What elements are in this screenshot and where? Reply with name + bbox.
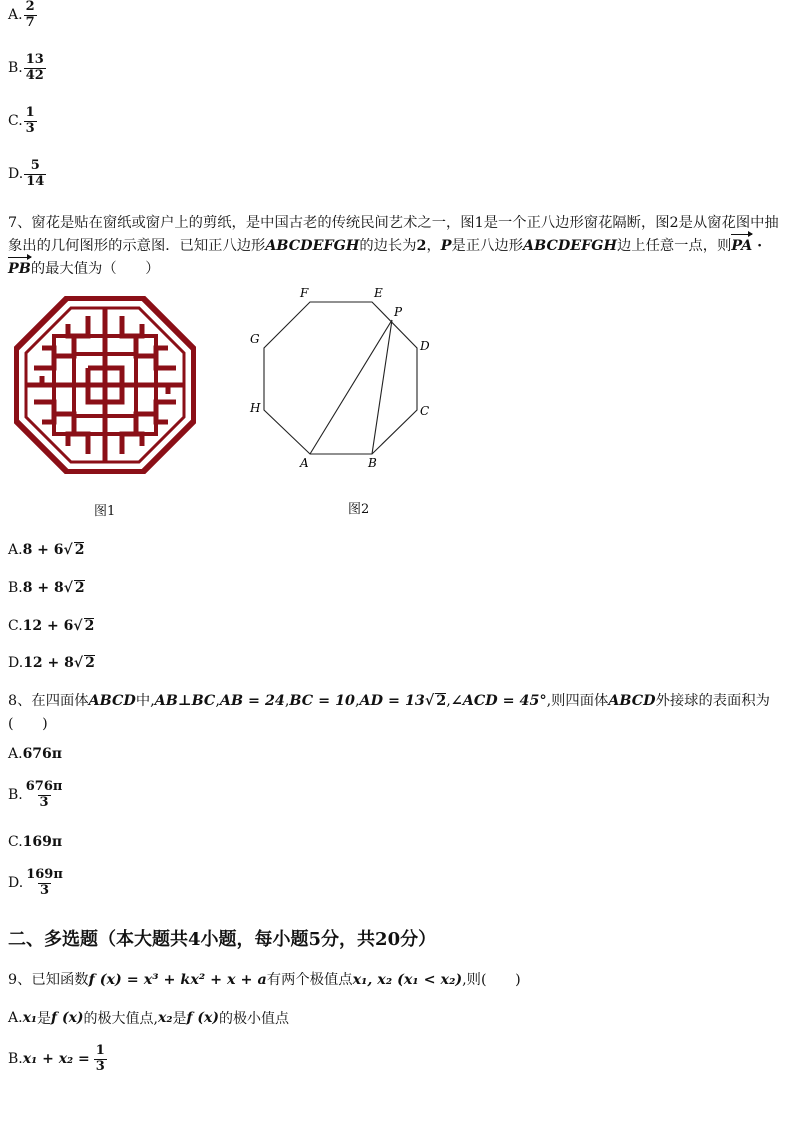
math-condition: AD = 13: [359, 693, 425, 709]
option-value: 169π: [22, 834, 63, 850]
q6-option-c: [8, 106, 37, 137]
numerator: 169π: [26, 867, 63, 882]
option-letter: D.: [8, 166, 24, 183]
fraction: [24, 159, 46, 190]
math-tetrahedron: ABCD: [608, 693, 656, 709]
denominator: 14: [26, 173, 45, 189]
question-8-stem: [8, 690, 784, 736]
figure-1-window-lattice: [14, 296, 196, 474]
denominator: 3: [39, 794, 49, 810]
question-7-stem: [8, 212, 784, 281]
q8-option-b: [8, 780, 64, 811]
q7-text: ，: [426, 238, 441, 254]
label-g: G: [250, 332, 260, 346]
fraction: [24, 106, 37, 137]
math-condition: BC = 10: [289, 693, 355, 709]
math-dot: ·: [752, 238, 763, 254]
option-value: 676π: [22, 746, 63, 762]
q8-text: ,: [446, 693, 451, 709]
question-9-stem: [8, 969, 784, 992]
numerator: 1: [25, 105, 35, 120]
q9-text: 9、已知函数: [8, 972, 89, 988]
numerator: 676π: [25, 779, 63, 794]
q7-text: 是正八边形: [451, 238, 524, 254]
sqrt-sign: √: [63, 580, 73, 597]
denominator: 7: [25, 14, 35, 30]
math-condition: AB⊥BC: [154, 693, 216, 709]
figure-2-caption: 图2: [348, 502, 370, 517]
q7-text: 7、窗花是贴在窗纸或窗户上的剪纸，是中国古老的传统民间艺术之一，图1是一个正八边形窗花隔断，图2是从窗花图中抽象出的几何图形的示意图．已知正八边形: [8, 215, 779, 254]
option-letter: B.: [8, 1051, 23, 1068]
q8-text: ,: [354, 693, 360, 709]
figure-2-octagon-diagram: [240, 280, 450, 475]
q7-text: 的边长为: [359, 238, 417, 254]
math-condition: ∠ACD = 45°: [450, 693, 547, 709]
numerator: 5: [30, 158, 40, 173]
octagon: [264, 302, 417, 454]
math-tetrahedron: ABCD: [88, 693, 136, 709]
q8-text: 外接球的表面积为( ): [8, 693, 770, 732]
q8-text: 中,: [135, 693, 155, 709]
option-letter: B.: [8, 580, 23, 597]
q6-option-a: [8, 0, 37, 31]
vector-pb: PB: [8, 258, 31, 281]
math-x2: x₂: [158, 1010, 173, 1026]
math-polygon: ABCDEFGH: [523, 238, 617, 254]
q9-text: ,则( ): [462, 972, 521, 988]
option-integer: 12 + 6: [22, 618, 74, 635]
label-h: H: [250, 401, 261, 415]
label-e: E: [374, 286, 383, 300]
math-fx: f (x): [186, 1010, 219, 1026]
option-letter: B.: [8, 787, 23, 804]
radicand: 2: [84, 618, 95, 634]
q7-option-a: [8, 542, 84, 558]
fraction: [24, 780, 65, 811]
segment-pb: [372, 320, 392, 454]
math-side: 2: [416, 238, 427, 254]
option-letter: A.: [8, 746, 23, 762]
math-sum: x₁ + x₂ =: [22, 1051, 90, 1068]
q7-option-b: [8, 580, 85, 596]
label-b: B: [368, 456, 377, 470]
fraction: [24, 0, 37, 31]
option-letter: D.: [8, 875, 24, 892]
label-p: P: [394, 305, 403, 319]
math-function: f (x) = x³ + kx² + x + a: [88, 972, 267, 988]
label-d: D: [420, 339, 430, 353]
lattice-frame: [16, 298, 194, 472]
fraction: [24, 868, 65, 899]
option-letter: A.: [8, 542, 23, 559]
math-x1: x₁: [22, 1010, 38, 1026]
option-letter: A.: [8, 1010, 23, 1026]
q8-option-c: [8, 834, 62, 850]
denominator: 3: [95, 1058, 105, 1074]
math-fx: f (x): [51, 1010, 84, 1026]
denominator: 3: [39, 882, 50, 898]
radicand: 2: [436, 693, 447, 709]
fraction: [24, 53, 46, 84]
q6-option-d: [8, 159, 46, 190]
q8-option-a: [8, 746, 62, 762]
numerator: 1: [95, 1043, 105, 1058]
numerator: 13: [25, 52, 44, 67]
q9-option-b: [8, 1044, 107, 1075]
option-letter: B.: [8, 60, 23, 77]
q8-text: ,: [284, 693, 290, 709]
section-2-heading: 二、多选题（本大题共4小题，每小题5分，共20分）: [8, 929, 437, 950]
radicand: 2: [74, 580, 85, 596]
q8-text: ,: [215, 693, 220, 709]
option-letter: C.: [8, 834, 23, 850]
sqrt-sign: √: [73, 655, 84, 672]
sqrt-sign: √: [424, 693, 435, 709]
q6-option-b: [8, 53, 46, 84]
option-integer: 8 + 6: [22, 542, 64, 559]
q8-option-d: [8, 868, 65, 899]
label-a: A: [300, 456, 309, 470]
radicand: 2: [85, 655, 95, 671]
label-f: F: [300, 286, 309, 300]
denominator: 3: [25, 120, 35, 136]
option-integer: 12 + 8: [23, 655, 74, 672]
q9-text: 有两个极值点: [266, 972, 353, 988]
option-letter: C.: [8, 618, 23, 635]
math-condition: AB = 24: [219, 693, 285, 709]
numerator: 2: [25, 0, 35, 14]
option-letter: C.: [8, 113, 23, 130]
sqrt-sign: √: [73, 618, 83, 635]
option-text: 是: [37, 1011, 52, 1027]
radicand: 2: [74, 542, 85, 558]
math-points: x₁, x₂ (x₁ < x₂): [352, 972, 463, 988]
q8-text: ,则四面体: [546, 693, 609, 709]
q9-option-a: [8, 1008, 289, 1028]
math-polygon: ABCDEFGH: [265, 238, 360, 254]
option-text: 的极小值点: [218, 1011, 289, 1027]
option-text: 的极大值点,: [83, 1011, 158, 1027]
option-letter: A.: [8, 7, 23, 24]
option-letter: D.: [8, 655, 24, 672]
q8-text: 8、在四面体: [8, 693, 89, 709]
figure-1-caption: 图1: [94, 504, 116, 519]
q7-option-d: [8, 655, 95, 671]
q7-text: 的最大值为（ ）: [30, 261, 160, 277]
math-point: P: [440, 238, 452, 254]
option-text: 是: [172, 1011, 187, 1027]
vector-pa: PA: [731, 235, 752, 258]
denominator: 42: [25, 67, 44, 83]
q7-option-c: [8, 618, 94, 634]
sqrt-sign: √: [63, 542, 73, 559]
segment-pa: [310, 320, 392, 454]
q7-text: 边上任意一点，则: [617, 238, 732, 254]
fraction: [94, 1044, 107, 1075]
option-integer: 8 + 8: [22, 580, 64, 597]
label-c: C: [420, 404, 430, 418]
